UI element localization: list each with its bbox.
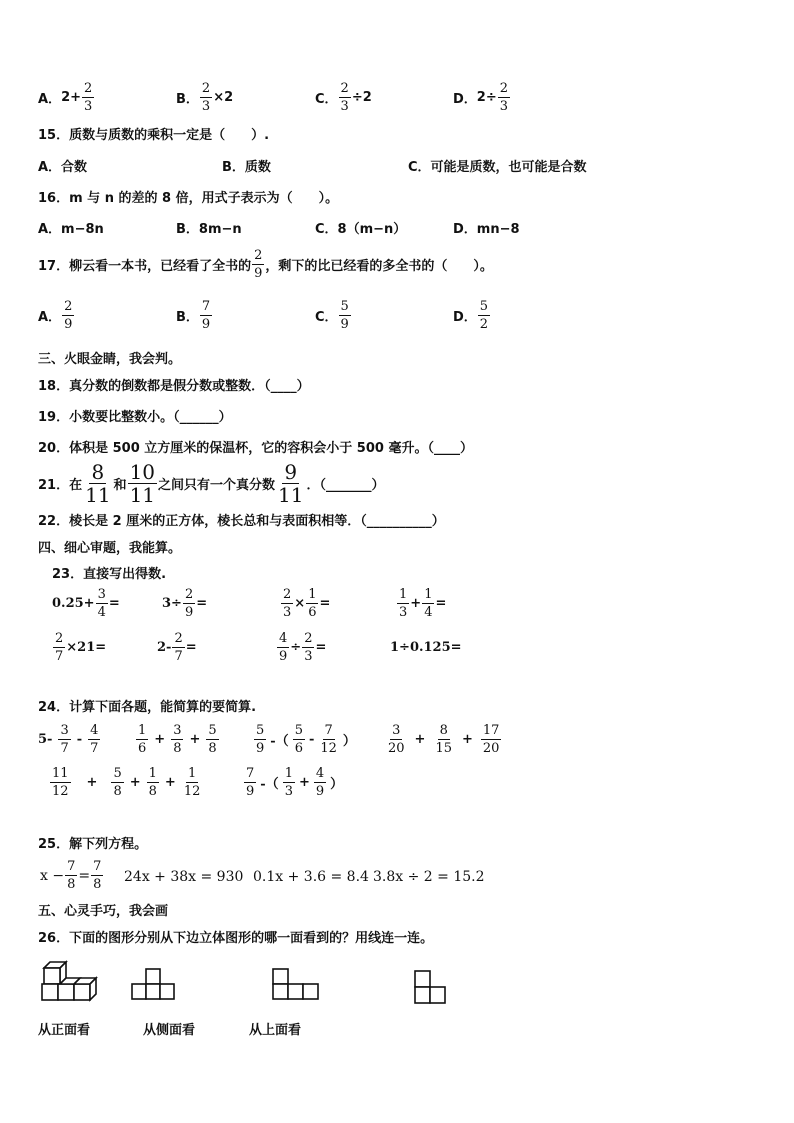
fraction: $\frac{3}{7}$ (60, 723, 69, 756)
q21: 21．在 $\frac{8}{11}$ 和 $\frac{10}{11}$ 之间只有一个真分数 $\frac{9}{11}$ ．（_______） (38, 460, 385, 507)
fraction: $\frac{2}{3}$ (304, 631, 313, 664)
q23-item: 2- $\frac{2}{7}$ = (157, 631, 197, 664)
fraction: $\frac{2}{3}$ (283, 587, 292, 620)
fraction: $\frac{8}{11}$ (85, 460, 111, 507)
fraction: $\frac{2}{9}$ (254, 248, 263, 281)
q26-stem: 26．下面的图形分别从下边立体图形的哪一面看到的？用线连一连。 (38, 931, 434, 946)
fraction: $\frac{9}{11}$ (278, 460, 304, 507)
q15-option-c: C．可能是质数，也可能是合数 (408, 160, 587, 175)
fraction: $\frac{3}{8}$ (173, 723, 182, 756)
fraction: $\frac{2}{3}$ (499, 81, 509, 114)
q14-option-c: C． $\frac{2}{3}$ ÷2 (315, 81, 372, 114)
q23-item: 0.25+ $\frac{3}{4}$ = (52, 587, 120, 620)
q14-option-b: B． $\frac{2}{3}$ ×2 (176, 81, 234, 114)
section-4-heading: 四、细心审题，我能算。 (38, 541, 182, 556)
fraction: $\frac{2}{7}$ (174, 631, 183, 664)
fraction: $\frac{7}{9}$ (201, 299, 211, 332)
fraction: $\frac{2}{9}$ (184, 587, 194, 620)
q25-equation: 3.8x ÷ 2 = 15.2 (373, 869, 485, 885)
label-front-view: 从正面看 (38, 1023, 91, 1038)
top-view-figure (414, 970, 448, 1006)
fraction: $\frac{4}{9}$ (315, 766, 325, 799)
q17-option-a: A． $\frac{2}{9}$ (38, 299, 73, 332)
fraction: $\frac{5}{9}$ (256, 723, 265, 756)
fraction: $\frac{5}{2}$ (479, 299, 489, 332)
q23-item: $\frac{4}{9}$ ÷ $\frac{2}{3}$ = (279, 631, 327, 664)
fraction: $\frac{10}{11}$ (129, 460, 156, 507)
front-view-figure (131, 968, 177, 1002)
fraction: $\frac{4}{7}$ (90, 723, 99, 756)
q25-stem: 25．解下列方程。 (38, 837, 148, 852)
label-side-view: 从侧面看 (143, 1023, 196, 1038)
fraction: $\frac{7}{8}$ (93, 859, 102, 892)
q17-option-b: B． $\frac{7}{9}$ (176, 299, 211, 332)
q14-option-d: D． 2÷ $\frac{2}{3}$ (453, 81, 509, 114)
fraction: $\frac{3}{4}$ (97, 587, 106, 620)
q15-option-b: B．质数 (222, 160, 271, 175)
q24-expression: $\frac{11}{12}$ + $\frac{5}{8}$ + $\frac{1}{8}$ + $\frac{1}{12}$ (52, 766, 201, 799)
q23-item: 3÷ $\frac{2}{9}$ = (162, 587, 208, 620)
q16-option-d: D．mn−8 (453, 222, 520, 237)
q14-option-a: A． 2+ $\frac{2}{3}$ (38, 81, 93, 114)
fraction: $\frac{2}{3}$ (340, 81, 349, 114)
q18: 18．真分数的倒数都是假分数或整数．（____） (38, 379, 310, 394)
q24-expression: $\frac{1}{6}$ + $\frac{3}{8}$ + $\frac{5}{8}$ (138, 723, 217, 756)
fraction: $\frac{2}{3}$ (201, 81, 211, 114)
q23-item: $\frac{2}{3}$ × $\frac{1}{6}$ = (283, 587, 331, 620)
q17-option-d: D． $\frac{5}{2}$ (453, 299, 489, 332)
q24-expression: $\frac{7}{9}$ -（ $\frac{1}{3}$ + $\frac{4}{9}$ ） (246, 766, 344, 799)
fraction: $\frac{7}{12}$ (320, 723, 337, 756)
fraction: $\frac{1}{12}$ (183, 766, 201, 799)
q15-option-a: A．合数 (38, 160, 88, 175)
q22: 22．棱长是 2 厘米的正方体，棱长总和与表面积相等．（__________） (38, 514, 445, 529)
side-view-figure (272, 968, 320, 1002)
q20: 20．体积是 500 立方厘米的保温杯，它的容积会小于 500 毫升。（____） (38, 441, 473, 456)
label-top-view: 从上面看 (249, 1023, 302, 1038)
fraction: $\frac{5}{8}$ (113, 766, 122, 799)
q25-equation: x − $\frac{7}{8}$ = $\frac{7}{8}$ (40, 859, 102, 892)
fraction: $\frac{2}{7}$ (55, 631, 64, 664)
fraction: $\frac{11}{12}$ (52, 766, 69, 799)
q16-option-a: A．m−8n (38, 222, 104, 237)
q24-expression: $\frac{5}{9}$ -（ $\frac{5}{6}$ - $\frac{7}{12}$ ） (256, 723, 356, 756)
q23-item: 1÷0.125= (390, 640, 462, 655)
fraction: $\frac{2}{3}$ (84, 81, 93, 114)
fraction: $\frac{3}{20}$ (388, 723, 405, 756)
fraction: $\frac{1}{4}$ (424, 587, 433, 620)
q25-equation: 24x + 38x = 930 (124, 869, 244, 885)
q24-stem: 24．计算下面各题，能简算的要简算. (38, 700, 257, 715)
fraction: $\frac{1}{3}$ (284, 766, 293, 799)
q16-option-c: C．8（m−n） (315, 222, 407, 237)
q17-stem: 17．柳云看一本书，已经看了全书的 $\frac{2}{9}$ ，剩下的比已经看的多全书的（ ）。 (38, 248, 493, 281)
q16-option-b: B．8m−n (176, 222, 242, 237)
q23-item: $\frac{1}{3}$ + $\frac{1}{4}$ = (399, 587, 447, 620)
q23-stem: 23．直接写出得数. (52, 567, 167, 582)
fraction: $\frac{5}{8}$ (208, 723, 217, 756)
fraction: $\frac{7}{9}$ (246, 766, 255, 799)
fraction: $\frac{2}{9}$ (64, 299, 73, 332)
fraction: $\frac{8}{15}$ (435, 723, 452, 756)
fraction: $\frac{1}{8}$ (148, 766, 157, 799)
cube-solid-figure (40, 960, 102, 1002)
q24-expression: $\frac{3}{20}$ + $\frac{8}{15}$ + $\frac{17}{20}$ (388, 723, 500, 756)
q16-stem: 16．m 与 n 的差的 8 倍，用式子表示为（ ）。 (38, 191, 339, 206)
q19: 19．小数要比整数小。（______） (38, 410, 232, 425)
q15-stem: 15．质数与质数的乘积一定是（ ）. (38, 128, 270, 143)
section-5-heading: 五、心灵手巧，我会画 (38, 904, 169, 919)
fraction: $\frac{5}{6}$ (294, 723, 303, 756)
q17-option-c: C． $\frac{5}{9}$ (315, 299, 349, 332)
q24-expression: 5- $\frac{3}{7}$ - $\frac{4}{7}$ (38, 723, 99, 756)
fraction: $\frac{7}{8}$ (67, 859, 76, 892)
q25-equation: 0.1x + 3.6 = 8.4 (253, 869, 369, 885)
fraction: $\frac{1}{6}$ (308, 587, 317, 620)
fraction: $\frac{5}{9}$ (340, 299, 349, 332)
fraction: $\frac{1}{3}$ (399, 587, 408, 620)
fraction: $\frac{1}{6}$ (138, 723, 147, 756)
fraction: $\frac{17}{20}$ (482, 723, 500, 756)
q23-item: $\frac{2}{7}$ ×21= (55, 631, 107, 664)
section-3-heading: 三、火眼金睛，我会判。 (38, 352, 182, 367)
fraction: $\frac{4}{9}$ (279, 631, 288, 664)
